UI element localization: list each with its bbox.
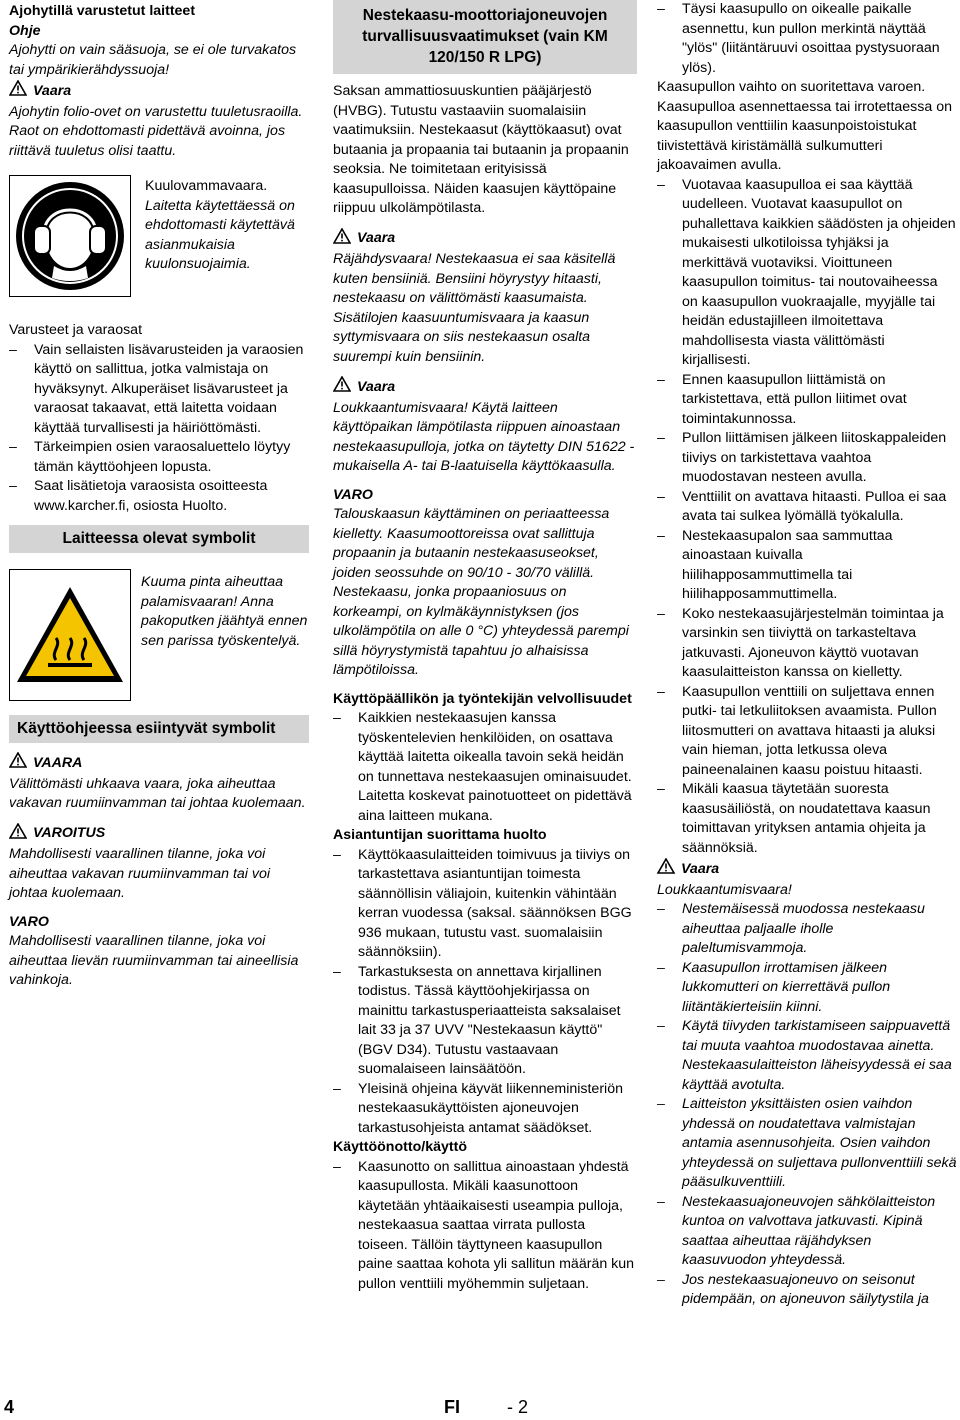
- vaara-list: [657, 900, 957, 1310]
- list-item: – Käytä tiivyden tarkistamiseen saippuavettä tai muuta vaahtoa muodostavaa ainetta. Nestekaasulaitteiston läheisyydessä ei saa käyttää avotulta.: [657, 1017, 957, 1095]
- warning-triangle-icon: [9, 823, 27, 846]
- service-list: [333, 846, 637, 1139]
- hearing-protection-block: [9, 175, 309, 297]
- list-item: – Kaasupullon venttiili on suljettava ennen putki- tai letkuliitoksen avaamista. Pullon liitosmutteri on avattava hitaasti ja aluksi vain hieman, jotta letkussa oleva paineenalainen kaasu poistuu hitaasti.: [657, 683, 957, 781]
- hearing-title: Kuulovammavaara.: [145, 178, 268, 194]
- change-title: Kaasupullon vaihto on suoritettava varoen.: [657, 79, 926, 95]
- varo-label: VARO: [333, 486, 373, 503]
- varo-text: Mahdollisesti vaarallinen tilanne, joka voi aiheuttaa lievän ruumiinvamman tai aineellisia vahinkoja.: [9, 933, 299, 988]
- hearing-protection-icon: [9, 175, 131, 297]
- lpg-intro: Saksan ammattiosuuskuntien pääjärjestö (HVBG). Tutustu vastaaviin suomalaisiin vaatimuksiin. Nestekaasut (käyttökaasut) ovat butaania ja propaania tai butaanin ja propaanin seoksia. Ne toimitetaan erityisissä kaasupulloissa. Näiden kaasujen käyttöpaine riippuu ulkolämpötilasta.: [333, 83, 629, 216]
- lpg-heading: Nestekaasu-moottoriajoneuvojen turvallisuusvaatimukset (vain KM 120/150 R LPG): [333, 0, 637, 74]
- column-2: [333, 0, 637, 1294]
- accessories-heading: Varusteet ja varaosat: [9, 322, 143, 338]
- warning-triangle-icon: [9, 80, 27, 103]
- trailer-heading: Ajohytillä varustetut laitteet: [9, 3, 196, 19]
- list-item: – Pullon liittämisen jälkeen liitoskappaleiden tiiviys on tarkistettava vaahtoa muodostavan nesteen avulla.: [657, 429, 957, 488]
- vaara-caps-warning: [9, 752, 309, 775]
- list-item: – Nestemäisessä muodossa nestekaasu aiheuttaa paljaalle iholle paleltumisvammoja.: [657, 900, 957, 959]
- service-heading: Asiantuntijan suorittama huolto: [333, 827, 547, 843]
- vaara-title: Loukkaantumisvaara!: [657, 881, 792, 898]
- top-list: [657, 0, 957, 78]
- list-item: – Tarkastuksesta on annettava kirjallinen todistus. Tässä käyttöohjekirjassa on mainittu tarkastusperiaatteista saksalaiset lait 33 ja 37 UVV "Nestekaasun käyttö" (BGV D34). Tutustu vastaavaan suomalaiseen lainsäätöön.: [333, 963, 637, 1080]
- hot-surface-warning-icon: [9, 569, 131, 701]
- list-item: – Nestekaasupalon saa sammuttaa ainoastaan kuivalla hiilihapposammuttimella tai hiilihapposammuttimella.: [657, 527, 957, 605]
- column-3: [657, 0, 957, 1310]
- list-item: – Vain sellaisten lisävarusteiden ja varaosien käyttö on sallittua, jotka valmistaja on hyväksynyt. Alkuperäiset lisävarusteet ja varaosat takaavat, että laitetta voidaan käyttää turvallisesti ja häiriöttömästi.: [9, 341, 309, 439]
- list-item: – Täysi kaasupullo on oikealle paikalle asennettu, kun pullon merkintä näyttää "ylös" (liitäntäruuvi osoittaa pystysuoraan ylös).: [657, 0, 957, 78]
- list-item: – Vuotavaa kaasupulloa ei saa käyttää uudelleen. Vuotavat kaasupullot on puhallettava kaikkien säädösten ja ohjeiden mukaisesti ulkotiloissa tyhjäksi ja merkittävä vuotaviksi. Vioittuneen kaasupullon toimitus- tai noutovaiheessa on kaasupullon vuokraajalle, myyjälle tai heidän edustajilleen ilmoitettava mahdollisesta viasta välittömästi kirjallisesti.: [657, 176, 957, 371]
- vaara-warning: [9, 80, 309, 103]
- language-code: FI: [444, 1397, 460, 1417]
- hot-surface-block: [9, 569, 309, 701]
- list-item: – Nestekaasuajoneuvojen sähkölaitteiston kuntoa on valvottava jatkuvasti. Kipinä saattaa aiheuttaa räjähdyksen kaasuvuodon yhteydessä.: [657, 1193, 957, 1271]
- list-item: – Yleisinä ohjeina käyvät liikenneministeriön nestekaasukäyttöisten ajoneuvojen tarkastusohjeista antamat säädökset.: [333, 1080, 637, 1139]
- commissioning-heading: Käyttöönotto/käyttö: [333, 1139, 467, 1155]
- vaara-warning: [657, 858, 957, 881]
- vaara-label: Vaara: [681, 860, 720, 877]
- varoitus-text: Mahdollisesti vaarallinen tilanne, joka voi aiheuttaa vakavan ruumiinvamman tai voi johtaa kuolemaan.: [9, 846, 271, 901]
- duties-heading: Käyttöpäällikön ja työntekijän velvollisuudet: [333, 690, 632, 707]
- list-item: – Tärkeimpien osien varaosaluettelo löytyy tämän käyttöohjeen lopusta.: [9, 438, 309, 477]
- varoitus-label: VAROITUS: [33, 825, 106, 841]
- list-item: – Jos nestekaasuajoneuvo on seisonut pidempään, on ajoneuvon säilytystila ja: [657, 1271, 957, 1310]
- change-text: Kaasupulloa asennettaessa tai irrotettaessa on kaasupullon venttiilin kaasunpoistoistukat tiivistettävä kiristämällä sulkumutteri jakoavaimen avulla.: [657, 98, 952, 173]
- vaara1-label: Vaara: [357, 230, 396, 246]
- section-number: - 2: [507, 1397, 529, 1417]
- vaara1-text: Räjähdysvaara! Nestekaasua ei saa käsitellä kuten bensiiniä. Bensiini höyrystyy hitaasti, nestekaasu on välittömästi kaasumaista. Sisätilojen kaasuuntumisvaara ja kaasun syttymisvaara on siis nestekaasun osalta suurempi kuin bensiinin.: [333, 251, 616, 365]
- commissioning-list: [333, 1158, 637, 1295]
- warning-triangle-icon: [333, 228, 351, 251]
- ohje-text: Ajohytti on vain sääsuoja, se ei ole turvakatos tai ympärikierähdyssuoja!: [9, 42, 297, 78]
- warning-triangle-icon: [333, 376, 351, 399]
- varoitus-warning: [9, 823, 309, 846]
- hearing-text: Laitetta käytettäessä on ehdottomasti käytettävä asianmukaisia kuulonsuojaimia.: [145, 197, 295, 272]
- list-item: – Koko nestekaasujärjestelmän toimintaa ja varsinkin sen tiiviyttä on tarkasteltava jatkuvasti. Ajoneuvon käyttö vuotavan kaasulaitteiston kanssa on kielletty.: [657, 605, 957, 683]
- list-item: – Ennen kaasupullon liittämistä on tarkistettava, että pullon liitimet ovat toimintakunnossa.: [657, 371, 957, 430]
- list-item: – Laitteiston yksittäisten osien vaihdon yhdessä on noudatettava valmistajan antamia asennusohjeita. Osien vaihdon yhteydessä on suljettava pullonventtiili sekä pääsulkuventtiili.: [657, 1095, 957, 1193]
- list-item: – Kaikkien nestekaasujen kanssa työskentelevien henkilöiden, on osattava käyttää laitetta oikealla tavoin sekä heidän on tunnettava nestekaasujen ominaisuudet. Laitetta koskevat painotuotteet on pidettävä aina laitteen mukana.: [333, 709, 637, 826]
- list-item: – Käyttökaasulaitteiden toimivuus ja tiiviys on tarkastettava asiantuntijan toimesta säännöllisin väliajoin, kuitenkin vähintään kerran vuodessa (saksal. säännöksen BGG 936 mukaan, tutustu vast. suomalaisiin säännöksiin).: [333, 846, 637, 963]
- duties-list: [333, 709, 637, 826]
- vaara2-label: Vaara: [357, 378, 396, 395]
- vaara-label: Vaara: [33, 82, 72, 99]
- vaara2-text: Loukkaantumisvaara! Käytä laitteen käyttöpaikan lämpötilasta riippuen ainoastaan nestekaasupulloja, jotka on täytetty DIN 51622 -mukaisella A- tai B-laatuisella käyttökaasulla.: [333, 399, 635, 474]
- varo-label: VARO: [9, 913, 49, 930]
- vaara-text: Ajohytin folio-ovet on varustettu tuuletusraoilla. Raot on ehdottomasti pidettävä avoinna, jos riittävä tuuletus olisi taattu.: [9, 103, 303, 159]
- list-item: – Saat lisätietoja varaosista osoitteesta www.karcher.fi, osiosta Huolto.: [9, 477, 309, 516]
- warning-triangle-icon: [657, 858, 675, 881]
- list-item: – Venttiilit on avattava hitaasti. Pulloa ei saa avata tai sulkea lyömällä työkalulla.: [657, 488, 957, 527]
- vaara1-warning: [333, 228, 637, 251]
- vaara2-warning: [333, 376, 637, 399]
- varo-text: Talouskaasun käyttäminen on periaatteessa kielletty. Kaasumoottoreissa ovat sallittuja propaanin ja butaanin nestekaasuseokset, joiden seossuhde on 90/10 - 30/70 välillä. Nestekaasu, jonka propaaniosuus on korkeampi, on kylmäkäynnistyksen (jos ulkolämpötila on alle 0 °C) yhteydessä parempi sillä höyrystymistä tapahtuu jo alhaisissa lämpötiloissa.: [333, 506, 629, 678]
- page-number: 4: [4, 1397, 15, 1417]
- warning-triangle-icon: [9, 752, 27, 775]
- main-list: [657, 176, 957, 859]
- symbols-device-heading: Laitteessa olevat symbolit: [9, 525, 309, 553]
- vaara-caps-label: VAARA: [33, 754, 83, 771]
- ohje-label: Ohje: [9, 22, 41, 39]
- list-item: – Kaasunotto on sallittua ainoastaan yhdestä kaasupullosta. Mikäli kaasunottoon käytetään yhtäaikaisesti useampia pulloja, nestekaasua saattaa virrata pullosta toiseen. Tällöin täyttyneen kaasupullon paine saattaa kohota yli sallitun määrän kun pullon venttiili myöhemmin suljetaan.: [333, 1158, 637, 1295]
- hot-surface-text: Kuuma pinta aiheuttaa palamisvaaran! Anna pakoputken jäähtyä ennen sen parissa työskentelyä.: [141, 574, 308, 649]
- list-item: – Kaasupullon irrottamisen jälkeen lukkomutteri on kierrettävä pullon liitäntäkierteisiin kiinni.: [657, 959, 957, 1018]
- accessories-list: [9, 341, 309, 517]
- column-1: [9, 0, 309, 991]
- vaara-caps-text: Välittömästi uhkaava vaara, joka aiheuttaa vakavan ruumiinvamman tai johtaa kuolemaan.: [9, 775, 306, 811]
- symbols-manual-heading: Käyttöohjeessa esiintyvät symbolit: [9, 715, 309, 743]
- list-item: – Mikäli kaasua täytetään suoresta kaasusäiliöstä, on noudatettava kaasun toimittavan yrityksen antamia ohjeita ja säännöksiä.: [657, 780, 957, 858]
